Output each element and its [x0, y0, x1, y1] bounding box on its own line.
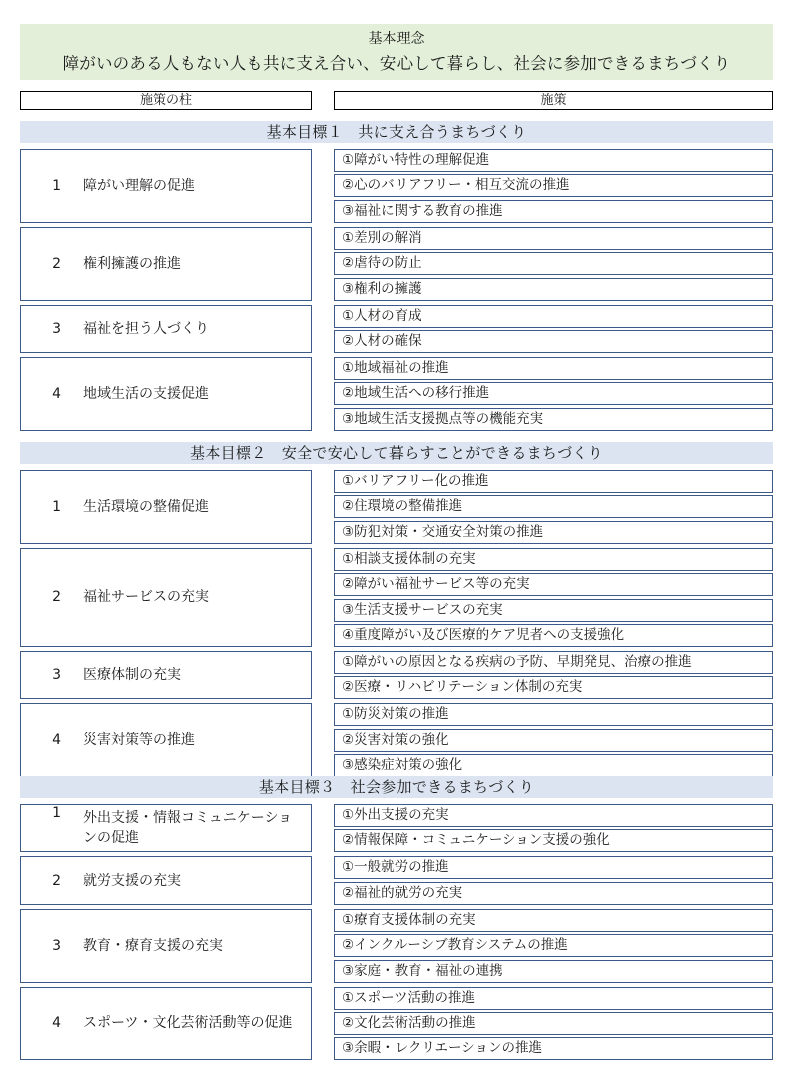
pillar-name: 災害対策等の推進 [83, 732, 195, 749]
goal-header-1: 基本目標１ 共に支え合うまちづくり [20, 121, 773, 143]
pillar-2-1 [20, 470, 312, 544]
pillar-number: 3 [52, 667, 61, 684]
pillar-1-4 [20, 357, 312, 431]
measure-item: ②災害対策の強化 [334, 729, 773, 752]
philosophy-text: 障がいのある人もない人も共に支え合い、安心して暮らし、社会に参加できるまちづくり [62, 54, 731, 73]
measure-item: ②医療・リハビリテーション体制の充実 [334, 676, 773, 699]
measure-item: ②虐待の防止 [334, 252, 773, 275]
pillar-3-3 [20, 909, 312, 983]
measure-item: ③生活支援サービスの充実 [334, 599, 773, 622]
pillar-3-2 [20, 856, 312, 904]
measure-item: ③福祉に関する教育の推進 [334, 200, 773, 223]
pillar-name: 生活環境の整備促進 [83, 498, 209, 515]
column-header-measures: 施策 [334, 91, 773, 110]
pillar-2-2 [20, 548, 312, 647]
pillar-3-1 [20, 804, 312, 852]
measure-item: ②心のバリアフリー・相互交流の推進 [334, 174, 773, 197]
measure-item: ②地域生活への移行推進 [334, 382, 773, 405]
measure-item: ①防災対策の推進 [334, 703, 773, 726]
pillar-name: 医療体制の充実 [83, 667, 181, 684]
pillar-number: 1 [52, 498, 61, 515]
pillar-1-2 [20, 227, 312, 301]
pillar-2-3 [20, 651, 312, 699]
measure-item: ③地域生活支援拠点等の機能充実 [334, 408, 773, 431]
measure-item: ①差別の解消 [334, 227, 773, 250]
measure-item: ①相談支援体制の充実 [334, 548, 773, 571]
measure-item: ①療育支援体制の充実 [334, 909, 773, 932]
measure-item: ③感染症対策の強化 [334, 754, 773, 777]
measure-item: ①障がい特性の理解促進 [334, 149, 773, 172]
pillar-number: 3 [52, 320, 61, 337]
pillar-name: 就労支援の充実 [83, 872, 181, 889]
pillar-name: 障がい理解の促進 [83, 177, 195, 194]
pillar-number: 4 [52, 385, 61, 402]
pillar-name: 福祉サービスの充実 [83, 589, 209, 606]
pillar-3-4 [20, 987, 312, 1061]
measure-item: ④重度障がい及び医療的ケア児者への支援強化 [334, 624, 773, 647]
measure-item: ①スポーツ活動の推進 [334, 987, 773, 1010]
measure-item: ②人材の確保 [334, 330, 773, 353]
pillar-name: 外出支援・情報コミュニケーションの促進 [83, 810, 293, 847]
measure-item: ②文化芸術活動の推進 [334, 1012, 773, 1035]
measure-item: ③余暇・レクリエーションの推進 [334, 1037, 773, 1060]
pillar-1-3 [20, 305, 312, 353]
measure-item: ②福祉的就労の充実 [334, 882, 773, 905]
pillar-number: 2 [52, 589, 61, 606]
goal-header-3: 基本目標３ 社会参加できるまちづくり [20, 776, 773, 798]
measure-item: ②情報保障・コミュニケーション支援の強化 [334, 829, 773, 852]
measure-item: ①人材の育成 [334, 305, 773, 328]
basic-philosophy-box [20, 24, 773, 80]
pillar-number: 2 [52, 872, 61, 889]
measure-item: ①一般就労の推進 [334, 856, 773, 879]
pillar-number: 2 [52, 255, 61, 272]
pillar-name: スポーツ・文化芸術活動等の促進 [83, 1015, 293, 1032]
measure-item: ①外出支援の充実 [334, 804, 773, 827]
pillar-name: 教育・療育支援の充実 [83, 937, 223, 954]
pillar-number: 1 [52, 805, 61, 821]
goal-header-2: 基本目標２ 安全で安心して暮らすことができるまちづくり [20, 442, 773, 464]
measure-item: ②インクルーシブ教育システムの推進 [334, 934, 773, 957]
pillar-number: 3 [52, 937, 61, 954]
pillar-number: 4 [52, 1015, 61, 1032]
measure-item: ③家庭・教育・福祉の連携 [334, 960, 773, 983]
column-header-pillars: 施策の柱 [20, 91, 312, 110]
measure-item: ③権利の擁護 [334, 278, 773, 301]
measure-item: ②障がい福祉サービス等の充実 [334, 573, 773, 596]
pillar-name: 権利擁護の推進 [83, 255, 181, 272]
pillar-number: 4 [52, 732, 61, 749]
measure-item: ①地域福祉の推進 [334, 357, 773, 380]
measure-item: ②住環境の整備推進 [334, 495, 773, 518]
pillar-2-4 [20, 703, 312, 777]
measure-item: ③防犯対策・交通安全対策の推進 [334, 521, 773, 544]
pillar-name: 福祉を担う人づくり [83, 320, 209, 337]
measure-item: ①障がいの原因となる疾病の予防、早期発見、治療の推進 [334, 651, 773, 674]
philosophy-title: 基本理念 [368, 31, 425, 47]
measure-item: ①バリアフリー化の推進 [334, 470, 773, 493]
pillar-number: 1 [52, 177, 61, 194]
pillar-1-1 [20, 149, 312, 223]
pillar-name: 地域生活の支援促進 [83, 385, 209, 402]
